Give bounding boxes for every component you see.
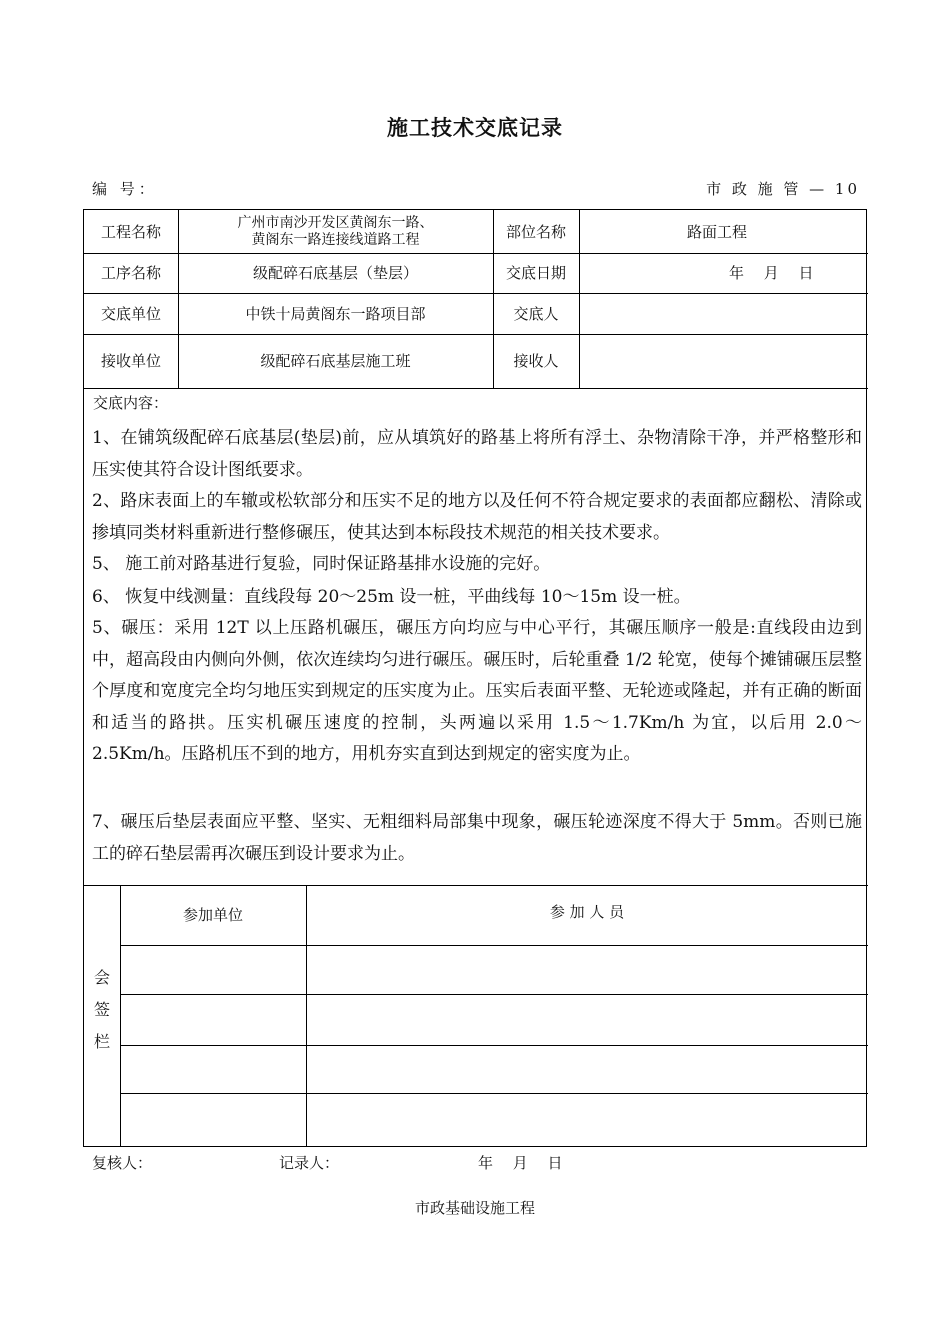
row-divider [120,1093,868,1094]
reviewer-label: 复核人： [92,1154,153,1172]
content-paragraph: 5、 施工前对路基进行复验，同时保证路基排水设施的完好。 [92,554,551,574]
signoff-section-label [84,962,120,1058]
date-label: 交底日期 [505,264,566,282]
document-title: 施工技术交底记录 [387,115,563,140]
number-label: 编 号： [92,180,158,198]
disclosure-form [83,209,867,1147]
receiving-unit-value: 级配碎石底基层施工班 [260,352,411,370]
participants-header: 参 加 人 员 [549,903,625,921]
row-divider [120,945,868,946]
number-row [92,178,860,198]
row-divider [120,994,868,995]
content-paragraph: 5、碾压：采用 12T 以上压路机碾压，碾压方向均应与中心平行，其碾压顺序一般是:直线段由边到中，超高段由内侧向外侧，依次连续均匀进行碾压。碾压时，后轮重叠 1/2 轮宽，使每个摊铺碾压层整个厚度和宽度完全均匀地压实到规定的压实度为止。压实后表面平整、无轮迹或隆起，并有正确的断面和适当的路拱。压实机碾压速度的控制，头两遍以采用 1.5～1.7Km/h 为宜，以后用 2.0～2.5Km/h。压路机压不到的地方，用机夯实直到达到规定的密实度为止。 [92,618,862,764]
project-name-label: 工程名称 [100,222,161,241]
part-name-label: 部位名称 [505,222,566,241]
signoff-label-text: 会签栏 [93,968,110,1051]
content-paragraph: 2、路床表面上的车辙或松软部分和压实不足的地方以及任何不符合规定要求的表面都应翻松、清除或掺填同类材料重新进行整修碾压，使其达到本标段技术规范的相关技术要求。 [92,491,862,543]
content-label: 交底内容： [93,394,169,412]
receiver-value [579,334,868,388]
date-value: 年 月 日 [729,264,814,282]
content-paragraph: 6、 恢复中线测量：直线段每 20～25m 设一桩，平曲线每 10～15m 设一桩。 [92,587,691,607]
recorder-label: 记录人： [279,1154,340,1172]
project-name-value [178,210,493,253]
process-name-value: 级配碎石底基层（垫层） [252,264,418,282]
form-code: 市 政 施 管 — 10 [706,180,860,198]
issuing-unit-label: 交底单位 [100,304,161,323]
record-date: 年 月 日 [478,1154,563,1172]
row-divider [120,1045,868,1046]
participating-unit-header: 参加单位 [182,906,243,924]
issuer-value [579,293,868,334]
project-name-line1: 广州市南沙开发区黄阁东一路、 [237,215,434,231]
receiver-label: 接收人 [513,352,559,370]
row-divider [84,388,868,389]
receiving-unit-label: 接收单位 [100,352,161,370]
issuer-label: 交底人 [513,304,559,323]
process-name-label: 工序名称 [100,264,161,282]
part-name-value: 路面工程 [687,222,748,241]
content-paragraph: 7、碾压后垫层表面应平整、坚实、无粗细料局部集中现象，碾压轮迹深度不得大于 5mm。否则已施工的碎石垫层需再次碾压到设计要求为止。 [92,812,862,864]
content-paragraph: 1、在铺筑级配碎石底基层(垫层)前，应从填筑好的路基上将所有浮土、杂物清除干净，并严格整形和压实使其符合设计图纸要求。 [92,428,862,480]
issuing-unit-value: 中铁十局黄阁东一路项目部 [245,304,426,323]
footer-category: 市政基础设施工程 [414,1199,535,1217]
project-name-line2: 黄阁东一路连接线道路工程 [251,232,420,248]
